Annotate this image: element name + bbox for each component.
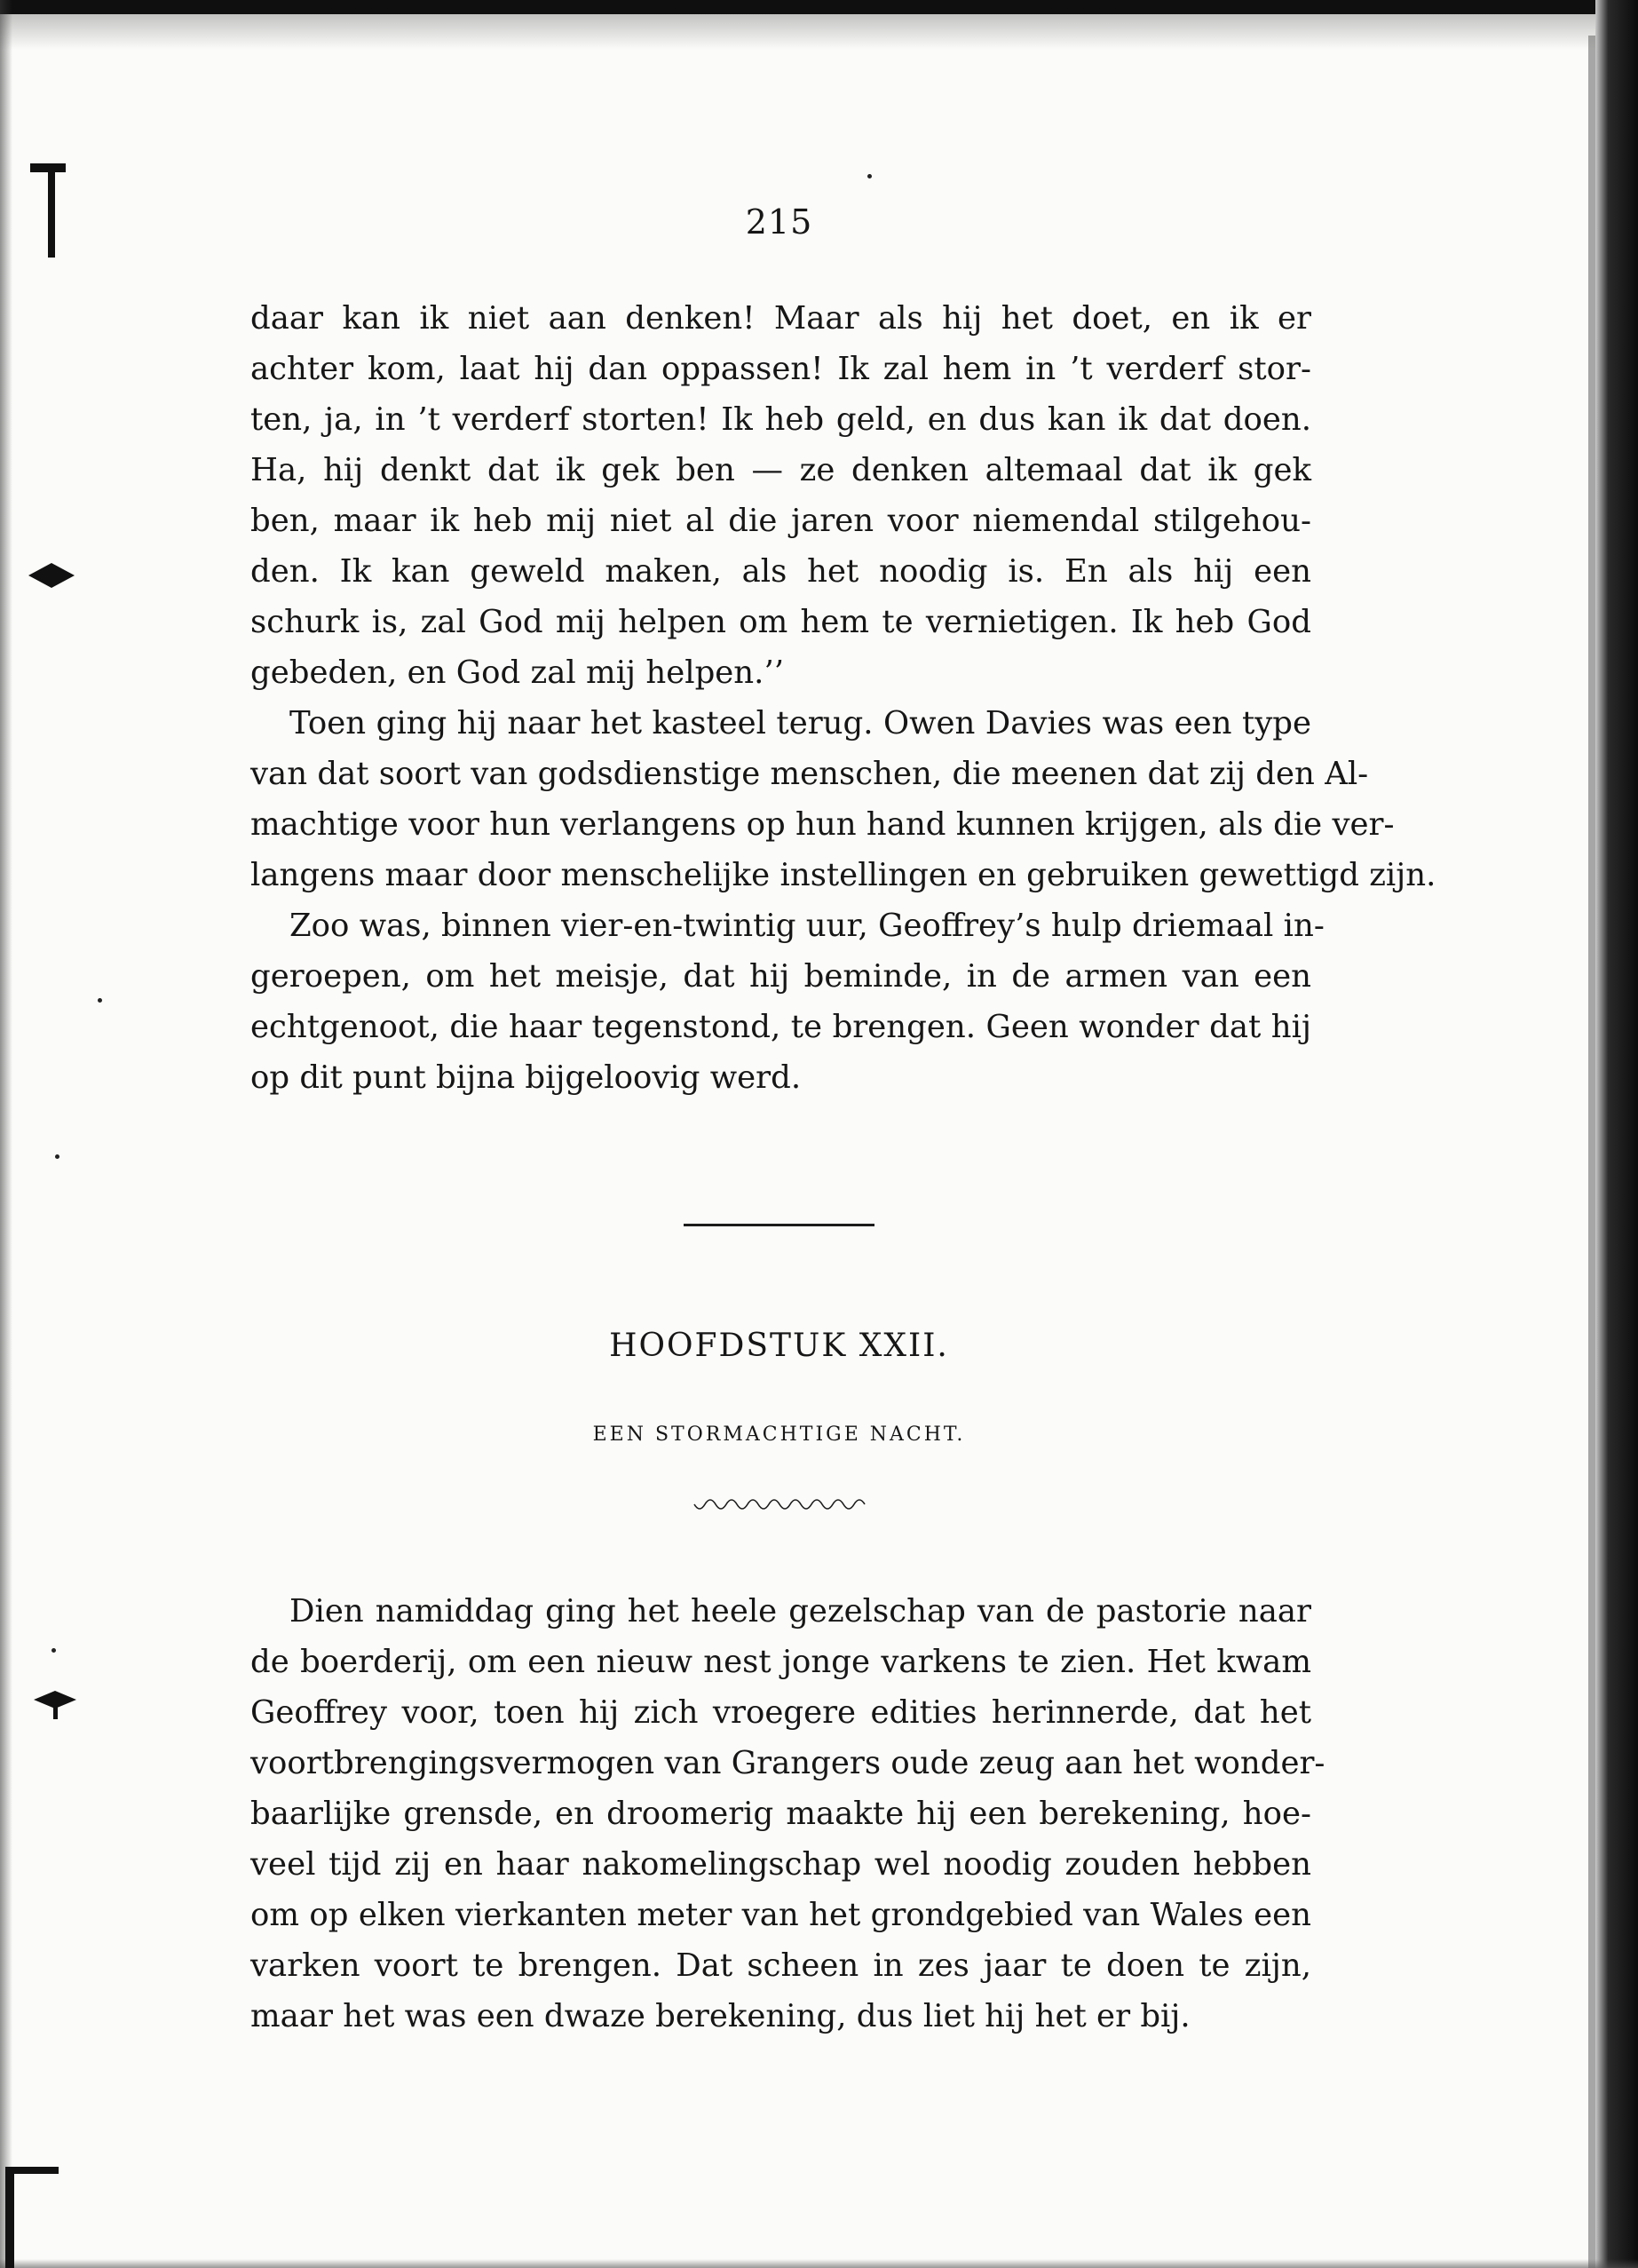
text-line: Dien namiddag ging het heele gezelschap van de pastorie naar (289, 1593, 1311, 1630)
scan-edge-shadow (0, 14, 1638, 50)
ink-speck (867, 174, 872, 178)
page-number: 215 (745, 202, 813, 242)
text-line: van dat soort van godsdienstige menschen, die meenen dat zij den Al- (250, 756, 1369, 792)
opening-text (250, 293, 1436, 1103)
text-line: den. Ik kan geweld maken, als het noodig is. En als hij een (250, 553, 1311, 590)
text-line: om op elken vierkanten meter van het grondgebied van Wales een (250, 1897, 1311, 1933)
text-line: veel tijd zij en haar nakomelingschap wel noodig zouden hebben (250, 1846, 1311, 1883)
text-line: echtgenoot, die haar tegenstond, te brengen. Geen wonder dat hij (250, 1009, 1311, 1045)
text-line: gebeden, en God zal mij helpen.’’ (250, 654, 785, 691)
binding-arrow-mark (30, 1687, 83, 1723)
ink-speck (55, 1154, 59, 1159)
scan-edge-right (1595, 0, 1638, 2268)
text-line: machtige voor hun verlangens op hun hand kunnen krijgen, als die ver- (250, 806, 1395, 843)
binding-arrow-mark (25, 558, 78, 593)
text-line: Ha, hij denkt dat ik gek ben — ze denken altemaal dat ik gek (250, 452, 1311, 488)
text-line: schurk is, zal God mij helpen om hem te vernietigen. Ik heb God (250, 604, 1311, 640)
text-line: baarlijke grensde, en droomerig maakte hij een berekening, hoe- (250, 1796, 1311, 1832)
scan-bracket-mark (5, 2167, 14, 2268)
text-line: maar het was een dwaze berekening, dus liet hij het er bij. (250, 1998, 1191, 2034)
text-line: varken voort te brengen. Dat scheen in zes jaar te doen te zijn, (250, 1947, 1311, 1984)
ink-speck (98, 998, 102, 1003)
chapter-heading: HOOFDSTUK XXII. (609, 1328, 949, 1364)
text-line: daar kan ik niet aan denken! Maar als hij het doet, en ik er (250, 300, 1311, 337)
ink-speck (51, 1648, 56, 1653)
scan-bracket-mark-foot (5, 2167, 59, 2174)
wavy-ornament (692, 1499, 870, 1517)
text-line: Geoffrey voor, toen hij zich vroegere edities herinnerde, dat het (250, 1694, 1311, 1731)
text-line: op dit punt bijna bijgeloovig werd. (250, 1059, 802, 1096)
text-line: langens maar door menschelijke instellingen en gebruiken gewettigd zijn. (250, 857, 1436, 893)
chapter-text (250, 1586, 1325, 2042)
text-line: de boerderij, om een nieuw nest jonge varkens te zien. Het kwam (250, 1644, 1311, 1680)
scan-edge-bottom (0, 2259, 1638, 2268)
text-line: Toen ging hij naar het kasteel terug. Owen Davies was een type (289, 705, 1311, 741)
text-line: Zoo was, binnen vier-en-twintig uur, Geoffrey’s hulp driemaal in- (289, 908, 1325, 944)
scan-edge-top (0, 0, 1638, 14)
scan-edge-left (0, 0, 12, 2268)
chapter-subtitle: EEN STORMACHTIGE NACHT. (592, 1423, 966, 1446)
section-divider (684, 1224, 874, 1226)
scan-edge-right-shadow (1588, 36, 1595, 2268)
text-line: geroepen, om het meisje, dat hij beminde, in de armen van een (250, 958, 1311, 995)
text-line: voortbrengingsvermogen van Grangers oude zeug aan het wonder- (250, 1745, 1325, 1781)
text-line: ben, maar ik heb mij niet al die jaren voor niemendal stilgehou- (250, 503, 1311, 539)
text-line: achter kom, laat hij dan oppassen! Ik zal hem in ’t verderf stor- (250, 351, 1311, 387)
text-line: ten, ja, in ’t verderf storten! Ik heb geld, en dus kan ik dat doen. (250, 401, 1311, 438)
